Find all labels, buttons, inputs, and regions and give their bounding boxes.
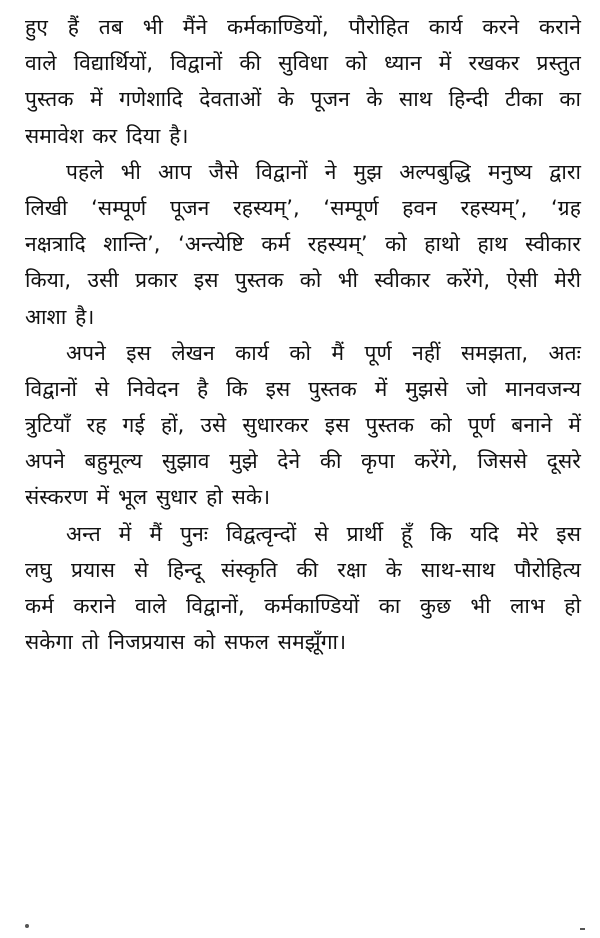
text-line: नक्षत्रादि शान्ति’, ‘अन्त्येष्टि कर्म रहस्यम्’ को हाथो हाथ स्वीकार [25, 232, 581, 257]
text-line: समावेश कर दिया है। [25, 123, 189, 148]
text-line: सकेगा तो निजप्रयास को सफल समझूँगा। [25, 630, 347, 655]
scan-speck [25, 924, 29, 928]
text-line: हुए हैं तब भी मैंने कर्मकाण्डियों, पौरोहित कार्य करने कराने [25, 15, 581, 39]
text-line: त्रुटियाँ रह गई हों, उसे सुधारकर इस पुस्तक को पूर्ण बनाने में [25, 413, 581, 438]
text-line: पहले भी आप जैसे विद्वानों ने मुझ अल्पबुद्धि मनुष्य द्वारा [66, 159, 581, 184]
body-text [25, 9, 581, 660]
text-line: आशा है। [25, 304, 95, 329]
text-line: अपने बहुमूल्य सुझाव मुझे देने की कृपा करेंगे, जिससे दूसरे [25, 449, 581, 474]
text-line: किया, उसी प्रकार इस पुस्तक को भी स्वीकार करेंगे, ऐसी मेरी [25, 268, 581, 293]
scan-speck [580, 928, 585, 930]
text-line: पुस्तक में गणेशादि देवताओं के पूजन के साथ हिन्दी टीका का [25, 87, 581, 112]
text-line: विद्वानों से निवेदन है कि इस पुस्तक में मुझसे जो मानवजन्य [25, 376, 581, 401]
text-line: कर्म कराने वाले विद्वानों, कर्मकाण्डियों का कुछ भी लाभ हो [25, 594, 581, 618]
text-line: संस्करण में भूल सुधार हो सके। [25, 485, 271, 510]
text-line: वाले विद्यार्थियों, विद्वानों की सुविधा को ध्यान में रखकर प्रस्तुत [25, 51, 581, 76]
text-line: लघु प्रयास से हिन्दू संस्कृति की रक्षा के साथ-साथ पौरोहित्य [25, 557, 581, 582]
text-line: लिखी ‘सम्पूर्ण पूजन रहस्यम्’, ‘सम्पूर्ण हवन रहस्यम्’, ‘ग्रह [25, 195, 581, 220]
text-line: अन्त में मैं पुनः विद्वत्वृन्दों से प्रार्थी हूँ कि यदि मेरे इस [66, 521, 581, 546]
text-line: अपने इस लेखन कार्य को मैं पूर्ण नहीं समझता, अतः [66, 340, 581, 365]
